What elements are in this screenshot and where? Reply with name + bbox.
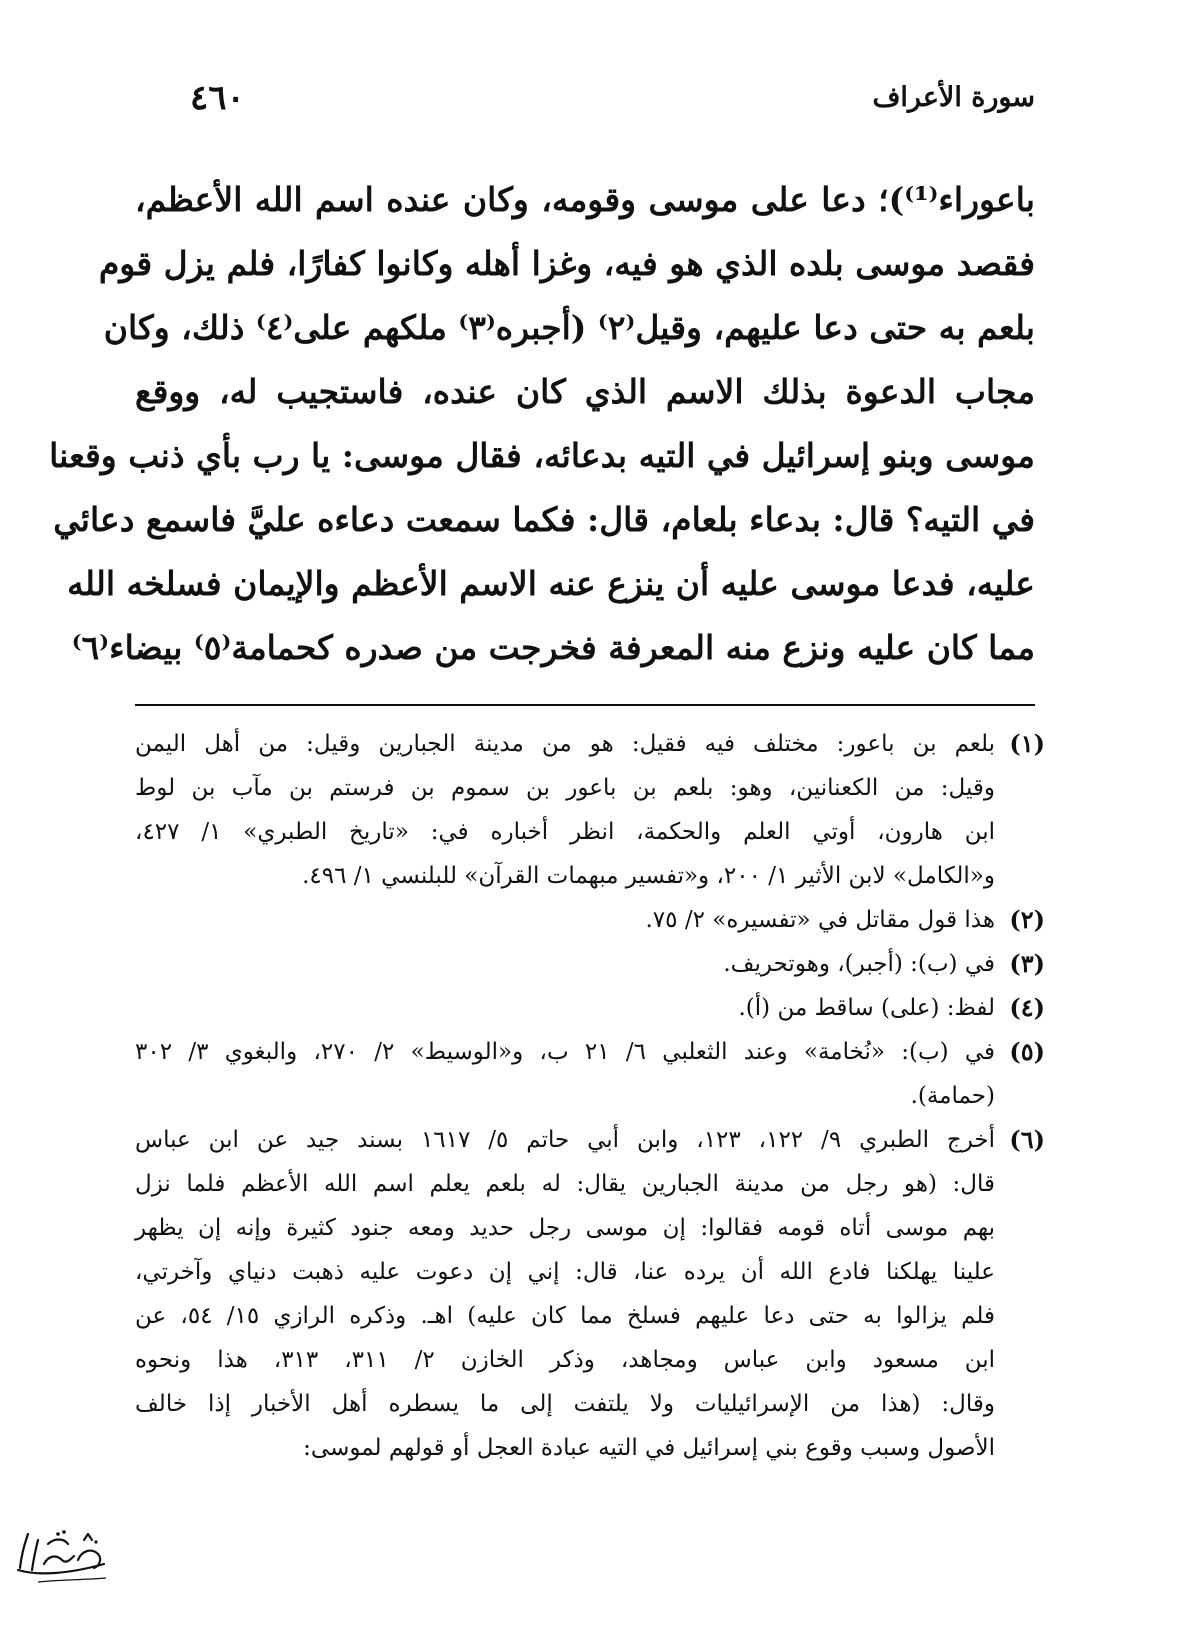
footnote-line: ابن هارون، أوتي العلم والحكمة، انظر أخباره في: «تاريخ الطبري» ١/ ٤٢٧،: [135, 819, 995, 845]
footnote-line: ابن مسعود وابن عباس ومجاهد، وذكر الخازن ٢/ ٣١١، ٣١٣، هذا ونحوه: [135, 1347, 995, 1373]
text-line: فقصد موسى بلده الذي هو فيه، وغزا أهله وكانوا كفارًا، فلم يزل قوم: [98, 244, 1035, 283]
footnote-5: [135, 1030, 1045, 1118]
footnote-3: [135, 942, 1045, 986]
text-line: باعوراء⁽¹⁾)؛ دعا على موسى وقومه، وكان عنده اسم الله الأعظم،: [135, 180, 1035, 219]
text-line: موسى وبنو إسرائيل في التيه بدعائه، فقال موسى: يا رب بأي ذنب وقعنا: [49, 436, 1035, 475]
footnote-line: علينا يهلكنا فادع الله أن يرده عنا، قال: إني إن دعوت عليه ذهبت دنياي وآخرتي،: [135, 1259, 996, 1285]
footnote-number: (٢): [1009, 905, 1045, 934]
watermark-logo: [8, 1520, 118, 1590]
text-line: عليه، فدعا موسى عليه أن ينزع عنه الاسم الأعظم والإيمان فسلخه الله: [67, 564, 1035, 603]
footnote-1: [135, 722, 1045, 898]
footnote-line: في (ب): (أجبر)، وهوتحريف.: [723, 951, 995, 977]
footnote-2: [135, 898, 1045, 942]
footnote-text: [135, 1118, 995, 1470]
footnote-line: هذا قول مقاتل في «تفسيره» ٢/ ٧٥.: [645, 907, 995, 933]
text-line: بلعم به حتى دعا عليهم، وقيل⁽٢⁾ (أجبره⁽٣⁾ ملكهم على⁽٤⁾ ذلك، وكان: [103, 308, 1035, 347]
footnote-line: لفظ: (على) ساقط من (أ).: [738, 995, 995, 1021]
main-text: [49, 168, 1035, 680]
footnote-line: بلعم بن باعور: مختلف فيه فقيل: هو من مدينة الجبارين وقيل: من أهل اليمن: [135, 731, 995, 757]
footnote-line: وقيل: من الكعنانين، وهو: بلعم بن باعور بن سموم بن فرستم بن مآب بن لوط: [135, 775, 995, 801]
footnotes: [135, 722, 1045, 1470]
footnote-line: (حمامة).: [910, 1083, 995, 1109]
footnote-line: قال: (هو رجل من مدينة الجبارين يقال: له بلعم يعلم اسم الله الأعظم فلما نزل: [135, 1171, 995, 1197]
text-line: مما كان عليه ونزع منه المعرفة فخرجت من صدره كحمامة⁽٥⁾ بيضاء⁽٦⁾: [71, 628, 1035, 667]
footnote-number: (٥): [1009, 1037, 1045, 1066]
footnote-line: فلم يزالوا به حتى دعا عليهم فسلخ مما كان عليه) اهـ. وذكره الرازي ١٥/ ٥٤، عن: [135, 1303, 995, 1329]
footnote-text: [135, 722, 995, 898]
footnote-line: وقال: (هذا من الإسرائيليات ولا يلتفت إلى ما يسطره أهل الأخبار إذا خالف: [135, 1391, 995, 1417]
footnote-number: (٣): [1009, 949, 1045, 978]
page-number: ٤٦٠: [190, 78, 245, 118]
surah-title: سورة الأعراف: [872, 82, 1035, 113]
footnote-line: في (ب): «نُخامة» وعند الثعلبي ٦/ ٢١ ب، و«الوسيط» ٢/ ٢٧٠، والبغوي ٣/ ٣٠٢: [135, 1039, 996, 1065]
text-line: في التيه؟ قال: بدعاء بلعام، قال: فكما سمعت دعاءه عليَّ فاسمع دعائي: [53, 500, 1035, 539]
text-line: مجاب الدعوة بذلك الاسم الذي كان عنده، فاستجيب له، ووقع: [135, 372, 1035, 411]
footnote-number: (٤): [1009, 993, 1045, 1022]
footnote-4: [135, 986, 1045, 1030]
footnote-text: [135, 986, 995, 1030]
footnote-line: أخرج الطبري ٩/ ١٢٢، ١٢٣، وابن أبي حاتم ٥/ ١٦١٧ بسند جيد عن ابن عباس: [135, 1127, 996, 1153]
footnote-text: [135, 942, 995, 986]
footnote-text: [135, 898, 995, 942]
footnote-divider: [135, 704, 1035, 706]
footnote-line: الأصول وسبب وقوع بني إسرائيل في التيه عبادة العجل أو قولهم لموسى:: [303, 1435, 995, 1461]
footnote-line: و«الكامل» لابن الأثير ١/ ٢٠٠، و«تفسير مبهمات القرآن» للبلنسي ١/ ٤٩٦.: [302, 863, 995, 889]
page-header: [120, 78, 1035, 128]
footnote-text: [135, 1030, 995, 1118]
footnote-number: (١): [1009, 729, 1045, 758]
footnote-number: (٦): [1009, 1125, 1045, 1154]
footnote-line: بهم موسى أتاه قومه فقالوا: إن موسى رجل حديد ومعه جنود كثيرة وإنه إن يظهر: [135, 1215, 995, 1241]
footnote-6: [135, 1118, 1045, 1470]
